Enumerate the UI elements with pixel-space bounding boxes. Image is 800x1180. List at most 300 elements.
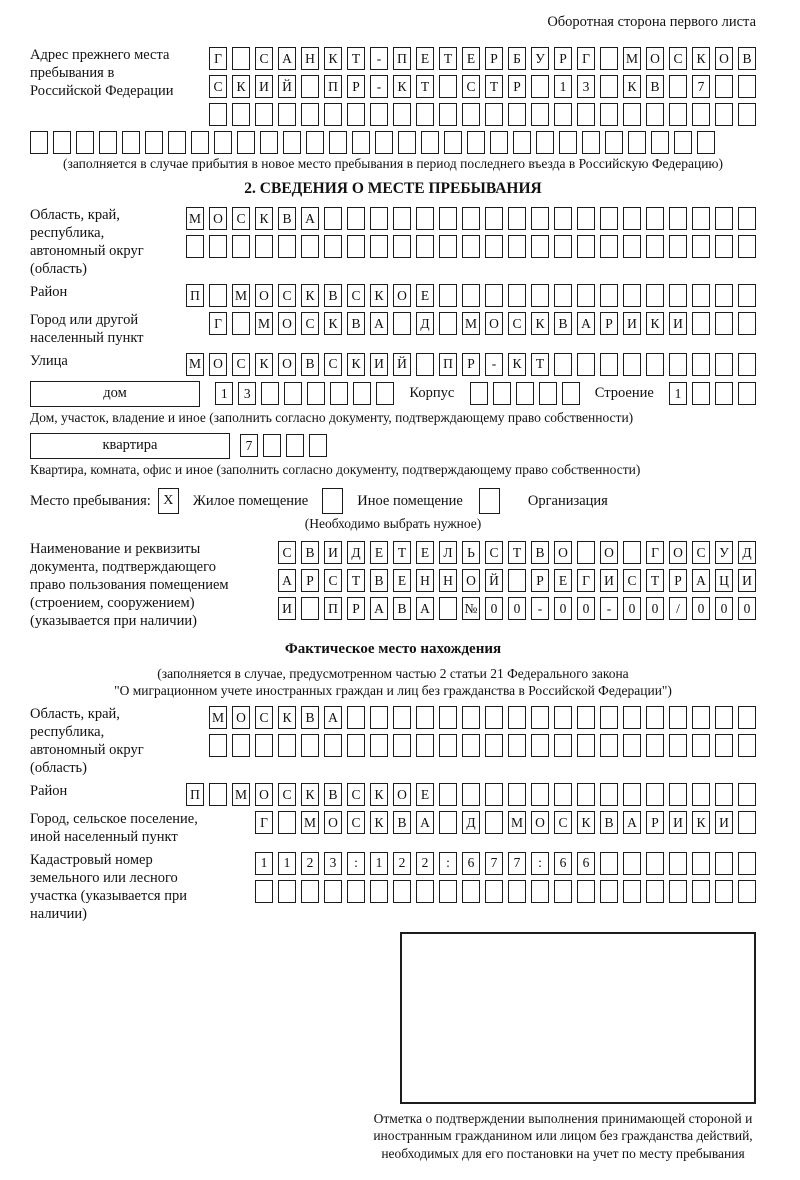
char-box[interactable] <box>329 131 347 154</box>
char-box[interactable] <box>577 103 595 126</box>
char-box[interactable] <box>99 131 117 154</box>
char-box[interactable] <box>600 284 618 307</box>
char-box[interactable] <box>393 103 411 126</box>
char-box[interactable] <box>531 75 549 98</box>
char-box[interactable]: - <box>531 597 549 620</box>
char-box[interactable]: С <box>485 541 503 564</box>
char-box[interactable]: К <box>324 47 342 70</box>
char-box[interactable]: Т <box>439 47 457 70</box>
char-box[interactable]: В <box>531 541 549 564</box>
char-box[interactable] <box>347 207 365 230</box>
char-box[interactable] <box>738 811 756 834</box>
char-box[interactable] <box>370 103 388 126</box>
char-box[interactable]: В <box>370 569 388 592</box>
char-box[interactable]: С <box>209 75 227 98</box>
char-box[interactable]: В <box>324 284 342 307</box>
char-box[interactable] <box>393 706 411 729</box>
char-box[interactable] <box>577 734 595 757</box>
char-box[interactable]: : <box>347 852 365 875</box>
char-box[interactable] <box>278 880 296 903</box>
char-box[interactable]: М <box>186 353 204 376</box>
char-box[interactable]: А <box>324 706 342 729</box>
char-box[interactable] <box>669 103 687 126</box>
checkbox-other[interactable] <box>322 488 343 514</box>
char-box[interactable]: К <box>692 47 710 70</box>
char-box[interactable]: С <box>255 47 273 70</box>
char-box[interactable]: Т <box>347 569 365 592</box>
char-box[interactable] <box>255 880 273 903</box>
char-box[interactable] <box>669 353 687 376</box>
char-box[interactable] <box>324 103 342 126</box>
char-box[interactable] <box>697 131 715 154</box>
char-box[interactable] <box>416 880 434 903</box>
char-box[interactable] <box>646 852 664 875</box>
char-box[interactable] <box>370 235 388 258</box>
char-box[interactable] <box>600 734 618 757</box>
char-box[interactable] <box>692 235 710 258</box>
char-box[interactable] <box>439 75 457 98</box>
char-box[interactable]: П <box>186 783 204 806</box>
char-box[interactable]: 6 <box>577 852 595 875</box>
char-box[interactable]: Е <box>416 47 434 70</box>
char-box[interactable] <box>485 207 503 230</box>
char-box[interactable] <box>232 312 250 335</box>
char-box[interactable]: М <box>301 811 319 834</box>
char-box[interactable] <box>692 706 710 729</box>
char-box[interactable] <box>623 541 641 564</box>
char-box[interactable] <box>692 382 710 405</box>
char-box[interactable] <box>692 734 710 757</box>
char-box[interactable]: О <box>255 783 273 806</box>
char-box[interactable] <box>209 235 227 258</box>
char-box[interactable]: М <box>255 312 273 335</box>
char-box[interactable] <box>278 235 296 258</box>
char-box[interactable]: А <box>416 597 434 620</box>
char-box[interactable] <box>301 235 319 258</box>
char-box[interactable] <box>370 207 388 230</box>
char-box[interactable] <box>324 880 342 903</box>
char-box[interactable]: 1 <box>278 852 296 875</box>
char-box[interactable] <box>715 103 733 126</box>
char-box[interactable] <box>237 131 255 154</box>
char-box[interactable] <box>485 235 503 258</box>
char-box[interactable] <box>255 103 273 126</box>
char-box[interactable]: 3 <box>324 852 342 875</box>
char-box[interactable]: У <box>531 47 549 70</box>
char-box[interactable]: М <box>186 207 204 230</box>
char-box[interactable] <box>539 382 557 405</box>
char-box[interactable] <box>669 852 687 875</box>
char-box[interactable] <box>669 783 687 806</box>
char-box[interactable]: Й <box>485 569 503 592</box>
char-box[interactable] <box>347 706 365 729</box>
char-box[interactable] <box>393 880 411 903</box>
char-box[interactable] <box>646 235 664 258</box>
char-box[interactable] <box>623 235 641 258</box>
char-box[interactable] <box>375 131 393 154</box>
char-box[interactable] <box>715 284 733 307</box>
char-box[interactable] <box>283 131 301 154</box>
char-box[interactable]: Н <box>439 569 457 592</box>
char-box[interactable]: М <box>209 706 227 729</box>
char-box[interactable] <box>508 734 526 757</box>
char-box[interactable] <box>623 207 641 230</box>
char-box[interactable]: В <box>347 312 365 335</box>
char-box[interactable]: 2 <box>301 852 319 875</box>
char-box[interactable] <box>646 353 664 376</box>
char-box[interactable]: О <box>485 312 503 335</box>
checkbox-living[interactable]: X <box>158 488 179 514</box>
char-box[interactable] <box>416 235 434 258</box>
char-box[interactable]: К <box>370 284 388 307</box>
char-box[interactable] <box>508 706 526 729</box>
char-box[interactable]: В <box>324 783 342 806</box>
char-box[interactable]: - <box>485 353 503 376</box>
char-box[interactable] <box>301 880 319 903</box>
char-box[interactable] <box>646 880 664 903</box>
char-box[interactable] <box>738 880 756 903</box>
char-box[interactable] <box>490 131 508 154</box>
char-box[interactable] <box>516 382 534 405</box>
char-box[interactable] <box>646 734 664 757</box>
char-box[interactable] <box>421 131 439 154</box>
char-box[interactable]: К <box>531 312 549 335</box>
char-box[interactable] <box>600 103 618 126</box>
char-box[interactable]: И <box>738 569 756 592</box>
char-box[interactable] <box>554 783 572 806</box>
char-box[interactable] <box>536 131 554 154</box>
char-box[interactable] <box>562 382 580 405</box>
char-box[interactable] <box>263 434 281 457</box>
char-box[interactable] <box>646 207 664 230</box>
char-box[interactable] <box>439 103 457 126</box>
char-box[interactable] <box>582 131 600 154</box>
char-box[interactable] <box>738 103 756 126</box>
char-box[interactable] <box>600 47 618 70</box>
char-box[interactable] <box>531 734 549 757</box>
char-box[interactable]: А <box>692 569 710 592</box>
char-box[interactable]: О <box>209 207 227 230</box>
char-box[interactable]: Т <box>347 47 365 70</box>
char-box[interactable] <box>209 284 227 307</box>
char-box[interactable]: 7 <box>692 75 710 98</box>
char-box[interactable] <box>306 131 324 154</box>
char-box[interactable] <box>531 880 549 903</box>
char-box[interactable]: К <box>577 811 595 834</box>
char-box[interactable] <box>738 783 756 806</box>
char-box[interactable]: Е <box>554 569 572 592</box>
char-box[interactable]: 1 <box>669 382 687 405</box>
char-box[interactable]: № <box>462 597 480 620</box>
char-box[interactable] <box>738 312 756 335</box>
char-box[interactable] <box>600 880 618 903</box>
char-box[interactable] <box>646 706 664 729</box>
char-box[interactable]: 0 <box>508 597 526 620</box>
char-box[interactable]: С <box>324 353 342 376</box>
char-box[interactable] <box>623 353 641 376</box>
char-box[interactable]: Р <box>301 569 319 592</box>
char-box[interactable]: Т <box>531 353 549 376</box>
char-box[interactable]: 7 <box>240 434 258 457</box>
char-box[interactable] <box>531 706 549 729</box>
char-box[interactable] <box>485 811 503 834</box>
char-box[interactable]: А <box>623 811 641 834</box>
char-box[interactable]: К <box>255 207 273 230</box>
char-box[interactable] <box>692 783 710 806</box>
char-box[interactable] <box>738 75 756 98</box>
char-box[interactable]: В <box>393 811 411 834</box>
char-box[interactable]: Г <box>577 569 595 592</box>
char-box[interactable]: К <box>347 353 365 376</box>
char-box[interactable]: П <box>439 353 457 376</box>
char-box[interactable] <box>554 284 572 307</box>
char-box[interactable]: С <box>462 75 480 98</box>
char-box[interactable]: 3 <box>577 75 595 98</box>
char-box[interactable] <box>623 783 641 806</box>
char-box[interactable]: С <box>347 783 365 806</box>
char-box[interactable] <box>738 852 756 875</box>
char-box[interactable]: С <box>508 312 526 335</box>
char-box[interactable] <box>692 353 710 376</box>
char-box[interactable] <box>191 131 209 154</box>
char-box[interactable] <box>416 734 434 757</box>
char-box[interactable] <box>485 706 503 729</box>
char-box[interactable] <box>307 382 325 405</box>
char-box[interactable]: Р <box>347 597 365 620</box>
char-box[interactable]: С <box>232 353 250 376</box>
char-box[interactable]: 1 <box>215 382 233 405</box>
char-box[interactable] <box>462 235 480 258</box>
char-box[interactable] <box>738 207 756 230</box>
char-box[interactable]: У <box>715 541 733 564</box>
char-box[interactable]: В <box>301 541 319 564</box>
char-box[interactable] <box>462 103 480 126</box>
char-box[interactable]: Й <box>278 75 296 98</box>
char-box[interactable] <box>30 131 48 154</box>
char-box[interactable] <box>715 353 733 376</box>
char-box[interactable]: С <box>669 47 687 70</box>
char-box[interactable]: Н <box>301 47 319 70</box>
char-box[interactable]: О <box>209 353 227 376</box>
char-box[interactable]: А <box>278 569 296 592</box>
char-box[interactable]: 1 <box>554 75 572 98</box>
char-box[interactable] <box>715 706 733 729</box>
char-box[interactable] <box>485 284 503 307</box>
char-box[interactable] <box>347 880 365 903</box>
char-box[interactable] <box>168 131 186 154</box>
char-box[interactable] <box>715 75 733 98</box>
char-box[interactable]: К <box>623 75 641 98</box>
char-box[interactable] <box>232 235 250 258</box>
char-box[interactable] <box>209 734 227 757</box>
char-box[interactable] <box>628 131 646 154</box>
char-box[interactable]: / <box>669 597 687 620</box>
char-box[interactable] <box>393 235 411 258</box>
checkbox-organization[interactable] <box>479 488 500 514</box>
char-box[interactable]: Й <box>393 353 411 376</box>
char-box[interactable] <box>255 734 273 757</box>
char-box[interactable]: А <box>416 811 434 834</box>
char-box[interactable]: 7 <box>485 852 503 875</box>
char-box[interactable]: 1 <box>370 852 388 875</box>
char-box[interactable] <box>715 734 733 757</box>
char-box[interactable] <box>692 312 710 335</box>
char-box[interactable]: О <box>232 706 250 729</box>
apartment-type-field[interactable]: квартира <box>30 433 230 459</box>
char-box[interactable]: Г <box>577 47 595 70</box>
char-box[interactable] <box>347 734 365 757</box>
char-box[interactable]: В <box>554 312 572 335</box>
char-box[interactable] <box>669 207 687 230</box>
char-box[interactable]: П <box>393 47 411 70</box>
char-box[interactable] <box>324 734 342 757</box>
char-box[interactable] <box>692 852 710 875</box>
char-box[interactable]: Ь <box>462 541 480 564</box>
char-box[interactable]: К <box>370 783 388 806</box>
char-box[interactable] <box>508 569 526 592</box>
char-box[interactable] <box>286 434 304 457</box>
char-box[interactable]: О <box>278 312 296 335</box>
char-box[interactable] <box>669 706 687 729</box>
char-box[interactable] <box>324 207 342 230</box>
char-box[interactable]: А <box>370 597 388 620</box>
char-box[interactable]: П <box>324 75 342 98</box>
char-box[interactable]: Р <box>485 47 503 70</box>
char-box[interactable]: И <box>715 811 733 834</box>
char-box[interactable] <box>485 734 503 757</box>
char-box[interactable] <box>53 131 71 154</box>
char-box[interactable]: В <box>738 47 756 70</box>
char-box[interactable] <box>309 434 327 457</box>
char-box[interactable]: Р <box>646 811 664 834</box>
char-box[interactable] <box>646 783 664 806</box>
char-box[interactable] <box>577 706 595 729</box>
char-box[interactable] <box>508 103 526 126</box>
char-box[interactable]: В <box>301 353 319 376</box>
char-box[interactable]: Т <box>508 541 526 564</box>
char-box[interactable] <box>439 284 457 307</box>
char-box[interactable]: 7 <box>508 852 526 875</box>
char-box[interactable] <box>439 597 457 620</box>
char-box[interactable]: И <box>623 312 641 335</box>
char-box[interactable]: И <box>255 75 273 98</box>
char-box[interactable] <box>278 811 296 834</box>
char-box[interactable]: М <box>508 811 526 834</box>
char-box[interactable] <box>416 103 434 126</box>
char-box[interactable] <box>352 131 370 154</box>
char-box[interactable]: Р <box>669 569 687 592</box>
char-box[interactable]: И <box>324 541 342 564</box>
char-box[interactable] <box>209 103 227 126</box>
char-box[interactable]: К <box>232 75 250 98</box>
char-box[interactable]: С <box>623 569 641 592</box>
char-box[interactable] <box>439 706 457 729</box>
char-box[interactable]: 0 <box>554 597 572 620</box>
char-box[interactable] <box>347 235 365 258</box>
char-box[interactable]: В <box>393 597 411 620</box>
char-box[interactable]: Р <box>508 75 526 98</box>
char-box[interactable]: Л <box>439 541 457 564</box>
char-box[interactable]: О <box>715 47 733 70</box>
char-box[interactable] <box>301 75 319 98</box>
char-box[interactable] <box>646 103 664 126</box>
char-box[interactable] <box>462 207 480 230</box>
char-box[interactable]: Р <box>531 569 549 592</box>
char-box[interactable]: 2 <box>416 852 434 875</box>
char-box[interactable] <box>485 880 503 903</box>
char-box[interactable] <box>669 284 687 307</box>
char-box[interactable] <box>444 131 462 154</box>
char-box[interactable] <box>439 811 457 834</box>
char-box[interactable] <box>324 235 342 258</box>
char-box[interactable] <box>232 103 250 126</box>
char-box[interactable]: С <box>347 811 365 834</box>
char-box[interactable]: Е <box>462 47 480 70</box>
char-box[interactable] <box>605 131 623 154</box>
char-box[interactable] <box>623 103 641 126</box>
char-box[interactable] <box>623 880 641 903</box>
char-box[interactable]: О <box>278 353 296 376</box>
char-box[interactable]: О <box>531 811 549 834</box>
char-box[interactable]: : <box>531 852 549 875</box>
char-box[interactable] <box>186 235 204 258</box>
char-box[interactable]: 0 <box>715 597 733 620</box>
char-box[interactable]: С <box>347 284 365 307</box>
char-box[interactable] <box>554 207 572 230</box>
char-box[interactable] <box>462 880 480 903</box>
char-box[interactable] <box>209 783 227 806</box>
char-box[interactable] <box>577 353 595 376</box>
char-box[interactable]: - <box>370 47 388 70</box>
char-box[interactable]: В <box>301 706 319 729</box>
char-box[interactable] <box>600 783 618 806</box>
char-box[interactable] <box>508 207 526 230</box>
char-box[interactable]: С <box>301 312 319 335</box>
char-box[interactable]: Т <box>485 75 503 98</box>
char-box[interactable]: Д <box>738 541 756 564</box>
char-box[interactable] <box>577 783 595 806</box>
char-box[interactable] <box>462 783 480 806</box>
char-box[interactable] <box>508 284 526 307</box>
char-box[interactable]: Д <box>416 312 434 335</box>
char-box[interactable]: С <box>692 541 710 564</box>
char-box[interactable]: Д <box>462 811 480 834</box>
char-box[interactable] <box>393 312 411 335</box>
char-box[interactable]: О <box>393 284 411 307</box>
char-box[interactable] <box>531 207 549 230</box>
char-box[interactable]: В <box>600 811 618 834</box>
char-box[interactable] <box>470 382 488 405</box>
char-box[interactable]: С <box>278 284 296 307</box>
char-box[interactable]: О <box>324 811 342 834</box>
char-box[interactable]: А <box>577 312 595 335</box>
char-box[interactable] <box>278 734 296 757</box>
char-box[interactable]: 2 <box>393 852 411 875</box>
char-box[interactable]: К <box>301 284 319 307</box>
char-box[interactable] <box>255 235 273 258</box>
char-box[interactable] <box>122 131 140 154</box>
char-box[interactable] <box>439 783 457 806</box>
char-box[interactable] <box>370 880 388 903</box>
house-type-field[interactable]: дом <box>30 381 200 407</box>
char-box[interactable] <box>738 284 756 307</box>
char-box[interactable] <box>508 783 526 806</box>
char-box[interactable]: 6 <box>462 852 480 875</box>
char-box[interactable] <box>462 706 480 729</box>
char-box[interactable] <box>623 734 641 757</box>
char-box[interactable] <box>214 131 232 154</box>
char-box[interactable]: - <box>600 597 618 620</box>
